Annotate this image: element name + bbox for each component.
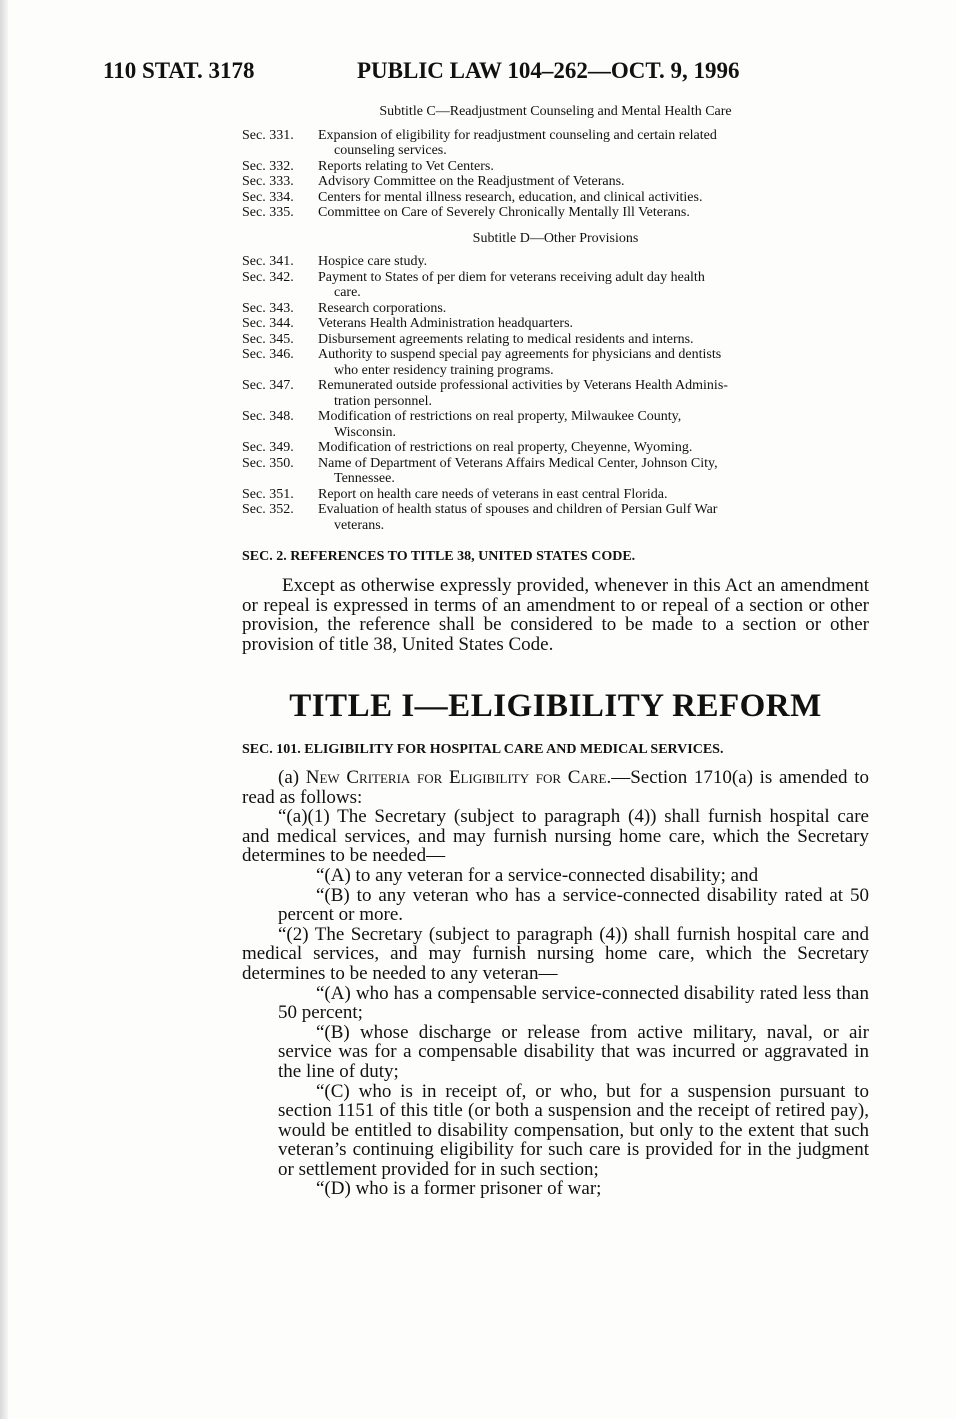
toc-entry-title-text: Hospice care study.: [318, 254, 428, 269]
toc-entry-title-text: Remunerated outside professional activities by Veterans Health Adminis-: [318, 378, 728, 393]
paragraph-2-c: “(C) who is in receipt of, or who, but for a suspension pursuant to section 1151 of this title (or both a suspension and the receipt of retired pay), would be entitled to disability compensation, but only to the extent that such veteran’s continuing eligibility for such care is provided for in the judgment or settlement provided for in such section;: [278, 1080, 869, 1180]
toc-entry-title: [318, 347, 869, 378]
toc-entry-number: Sec. 334.: [242, 189, 294, 205]
toc-entry-number: Sec. 350.: [242, 455, 294, 471]
toc-entry-title-text: Report on health care needs of veterans in east central Florida.: [318, 486, 668, 502]
toc-entry: [242, 270, 869, 301]
toc-entry-number: Sec. 342.: [242, 269, 294, 285]
stat-page-number: 110 STAT. 3178: [103, 58, 255, 83]
toc-entry-number: Sec. 333.: [242, 174, 294, 189]
toc-entry-number: Sec. 346.: [242, 347, 294, 362]
toc-entry-number: Sec. 341.: [242, 254, 294, 269]
public-law-citation: PUBLIC LAW 104–262—OCT. 9, 1996: [357, 58, 740, 83]
sec-101-heading: SEC. 101. ELIGIBILITY FOR HOSPITAL CARE AND MEDICAL SERVICES.: [242, 742, 724, 757]
subtitle-d-list: [242, 254, 869, 533]
toc-entry-title-text: Expansion of eligibility for readjustment counseling and certain related: [318, 127, 717, 143]
toc-entry-number: Sec. 351.: [242, 486, 294, 502]
toc-entry-title-continuation: veterans.: [334, 517, 385, 533]
table-of-contents: [242, 104, 869, 533]
toc-entry-number: Sec. 332.: [242, 158, 294, 174]
paragraph-1: “(a)(1) The Secretary (subject to paragraph (4)) shall furnish hospital care and medical services, and may furnish nursing home care, which the Secretary determines to be needed—: [242, 806, 869, 867]
toc-entry-title-text: Modification of restrictions on real property, Cheyenne, Wyoming.: [318, 440, 693, 455]
scan-edge: [0, 0, 8, 1419]
paragraph-2-a: “(A) who has a compensable service-connected disability rated less than 50 percent;: [278, 982, 869, 1024]
toc-entry-title-continuation: counseling services.: [334, 143, 447, 158]
toc-entry: [242, 347, 869, 378]
toc-entry-number: Sec. 331.: [242, 127, 294, 143]
toc-entry-title: [318, 270, 869, 301]
toc-entry-title-text: Committee on Care of Severely Chronically Mentally Ill Veterans.: [318, 205, 690, 220]
toc-entry: [242, 254, 869, 270]
toc-entry-title: [318, 316, 869, 332]
toc-entry-title: [318, 487, 869, 503]
paragraph-2-b: “(B) whose discharge or release from active military, naval, or air service was for a compensable disability that was incurred or aggravated in the line of duty;: [278, 1021, 869, 1082]
toc-entry: [242, 128, 869, 159]
paragraph-1-b: “(B) to any veteran who has a service-connected disability rated at 50 percent or more.: [278, 884, 869, 926]
paragraph-2: “(2) The Secretary (subject to paragraph (4)) shall furnish hospital care and medical services, and may furnish nursing home care, which the Secretary determines to be needed to any veteran—: [242, 923, 869, 984]
toc-entry-title-text: Authority to suspend special pay agreements for physicians and dentists: [318, 347, 722, 362]
subsection-a: [242, 768, 869, 807]
toc-entry-title: [318, 301, 869, 317]
toc-entry-title: [318, 456, 869, 487]
toc-entry-number: Sec. 345.: [242, 331, 294, 347]
toc-entry: [242, 159, 869, 175]
toc-entry: [242, 456, 869, 487]
toc-entry-number: Sec. 352.: [242, 502, 294, 517]
toc-entry-title: [318, 254, 869, 270]
toc-entry-number: Sec. 349.: [242, 440, 294, 455]
subsection-a-text: —Section 1710(a) is amended to read as follows:: [242, 767, 869, 808]
toc-entry-title-text: Advisory Committee on the Readjustment of Veterans.: [318, 174, 625, 189]
toc-entry-number: Sec. 348.: [242, 409, 294, 424]
toc-entry-title-continuation: Tennessee.: [334, 471, 395, 486]
toc-entry-number: Sec. 343.: [242, 300, 294, 316]
page-header: [103, 58, 868, 88]
toc-entry: [242, 502, 869, 533]
subsection-a-caption: New Criteria for Eligibility for Care.: [305, 767, 612, 788]
toc-entry: [242, 205, 869, 221]
toc-entry-title: [318, 159, 869, 175]
sec-101-body: [242, 768, 869, 1199]
toc-entry-title: [318, 174, 869, 190]
toc-entry-title-continuation: tration personnel.: [334, 393, 432, 409]
paragraph-2-d: “(D) who is a former prisoner of war;: [316, 1178, 602, 1200]
toc-entry: [242, 301, 869, 317]
toc-entry-title-continuation: care.: [334, 285, 361, 300]
toc-entry: [242, 316, 869, 332]
toc-entry-title: [318, 502, 869, 533]
title-heading: TITLE I—ELIGIBILITY REFORM: [289, 688, 822, 724]
toc-entry: [242, 190, 869, 206]
toc-entry-number: Sec. 344.: [242, 316, 294, 331]
toc-entry-title-continuation: who enter residency training programs.: [334, 362, 554, 378]
toc-entry: [242, 487, 869, 503]
toc-entry-title-text: Veterans Health Administration headquarters.: [318, 316, 574, 331]
sec-2-text: Except as otherwise expressly provided, whenever in this Act an amendment or repeal is expressed in terms of an amendment to or repeal of a section or other provision, the reference shall be considered to be made to a section or other provision of title 38, United States Code.: [242, 575, 869, 655]
toc-entry-title-text: Centers for mental illness research, education, and clinical activities.: [318, 189, 703, 205]
toc-entry: [242, 440, 869, 456]
toc-entry-title-text: Payment to States of per diem for veterans receiving adult day health: [318, 269, 705, 285]
toc-entry-title: [318, 440, 869, 456]
sec-2-heading: SEC. 2. REFERENCES TO TITLE 38, UNITED STATES CODE.: [242, 549, 636, 564]
paragraph-1-a: “(A) to any veteran for a service-connected disability; and: [316, 864, 759, 886]
toc-entry-number: Sec. 347.: [242, 378, 294, 393]
toc-entry-title-text: Modification of restrictions on real property, Milwaukee County,: [318, 409, 682, 424]
toc-entry-title: [318, 128, 869, 159]
toc-entry: [242, 332, 869, 348]
toc-entry-title-text: Name of Department of Veterans Affairs Medical Center, Johnson City,: [318, 455, 718, 471]
toc-entry-title-text: Disbursement agreements relating to medical residents and interns.: [318, 331, 694, 347]
subtitle-d-heading: Subtitle D—Other Provisions: [472, 230, 639, 246]
toc-entry: [242, 378, 869, 409]
toc-entry-title-continuation: Wisconsin.: [334, 424, 397, 440]
toc-entry-title: [318, 378, 869, 409]
toc-entry-title: [318, 205, 869, 221]
subtitle-c-heading: Subtitle C—Readjustment Counseling and Mental Health Care: [379, 104, 732, 119]
toc-entry-number: Sec. 335.: [242, 205, 294, 220]
subtitle-c-list: [242, 128, 869, 221]
toc-entry-title-text: Research corporations.: [318, 300, 447, 316]
toc-entry-title: [318, 190, 869, 206]
toc-entry: [242, 174, 869, 190]
subsection-a-label: (a): [278, 767, 306, 788]
toc-entry: [242, 409, 869, 440]
toc-entry-title: [318, 409, 869, 440]
toc-entry-title: [318, 332, 869, 348]
toc-entry-title-text: Evaluation of health status of spouses and children of Persian Gulf War: [318, 502, 718, 517]
toc-entry-title-text: Reports relating to Vet Centers.: [318, 158, 494, 174]
